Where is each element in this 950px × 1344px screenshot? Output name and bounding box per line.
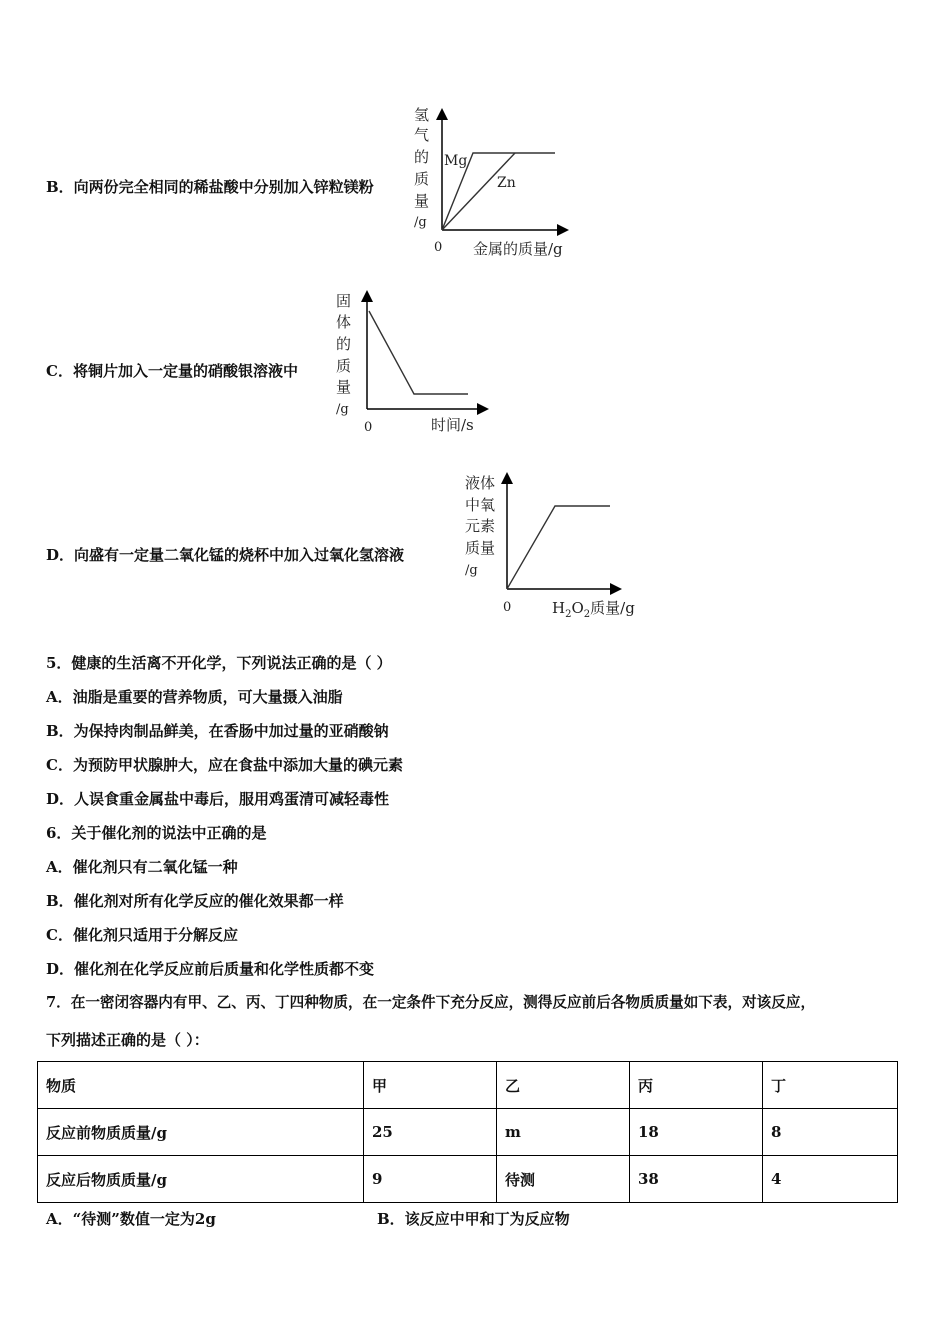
q6-option-c: C．催化剂只适用于分解反应 [46, 926, 238, 944]
q4-graph-c [330, 285, 490, 439]
graph-b-label-zn: Zn [497, 175, 516, 191]
graph-c-ylabel-1: 固 [336, 292, 352, 310]
q4-graph-b [405, 100, 585, 269]
graph-c-line [369, 311, 468, 394]
table-cell: 9 [364, 1156, 497, 1203]
graph-c-ylabel-5: 量 [336, 378, 352, 396]
q7-stem-line1: 7．在一密闭容器内有甲、乙、丙、丁四种物质，在一定条件下充分反应，测得反应前后各物质质量如下表，对该反应， [46, 994, 816, 1011]
q5-stem: 5．健康的生活离不开化学，下列说法正确的是（ ） [46, 654, 392, 672]
q5-option-d: D．人误食重金属盐中毒后，服用鸡蛋清可减轻毒性 [46, 790, 390, 808]
table-header-cell: 丙 [630, 1062, 763, 1109]
table-cell: 38 [630, 1156, 763, 1203]
table-cell: 25 [364, 1109, 497, 1156]
q4-graph-d [460, 468, 650, 627]
graph-d-ylabel-2: 中氧 [465, 496, 496, 514]
q6-stem: 6．关于催化剂的说法中正确的是 [46, 824, 267, 842]
graph-d-ylabel-5: /g [465, 563, 478, 578]
q7-option-b: B．该反应中甲和丁为反应物 [377, 1210, 570, 1228]
q6-option-d: D．催化剂在化学反应前后质量和化学性质都不变 [46, 960, 375, 978]
table-cell: 18 [630, 1109, 763, 1156]
graph-d-origin: 0 [503, 600, 512, 615]
table-row [38, 1109, 898, 1156]
graph-c-xlabel: 时间/s [431, 416, 474, 434]
table-header-cell: 甲 [364, 1062, 497, 1109]
q7-stem-line2: 下列描述正确的是（ ）： [46, 1031, 209, 1049]
graph-b-label-mg: Mg [444, 153, 468, 169]
q6-option-b: B．催化剂对所有化学反应的催化效果都一样 [46, 892, 344, 910]
graph-c-ylabel-2: 体 [336, 313, 352, 331]
table-cell: 待测 [497, 1156, 630, 1203]
q7-option-a: A．“待测”数值一定为2g [46, 1210, 216, 1228]
graph-c-ylabel-3: 的 [336, 335, 352, 353]
q4-option-d: D．向盛有一定量二氧化锰的烧杯中加入过氧化氢溶液 [46, 546, 405, 564]
graph-c-ylabel-4: 质 [336, 357, 352, 375]
graph-b-ylabel-6: /g [414, 215, 427, 230]
graph-c-origin: 0 [364, 420, 373, 435]
q4-option-c: C．将铜片加入一定量的硝酸银溶液中 [46, 362, 298, 380]
q5-option-c: C．为预防甲状腺肿大，应在食盐中添加大量的碘元素 [46, 756, 403, 774]
graph-b-xlabel: 金属的质量/g [473, 240, 563, 258]
q4-option-b: B．向两份完全相同的稀盐酸中分别加入锌粒镁粉 [46, 178, 374, 196]
table-row [38, 1156, 898, 1203]
graph-c-ylabel-6: /g [336, 402, 349, 417]
q7-mass-table [37, 1061, 898, 1203]
graph-b-ylabel-3: 的 [414, 148, 430, 166]
table-cell: 反应前物质质量/g [38, 1109, 364, 1156]
graph-b-ylabel-5: 量 [414, 192, 430, 210]
graph-d-ylabel-3: 元素 [465, 517, 496, 535]
graph-b-ylabel-4: 质 [414, 170, 430, 188]
q6-option-a: A．催化剂只有二氧化锰一种 [46, 858, 238, 876]
graph-d-xlabel: $H_2O_2$质量/g [552, 599, 635, 620]
table-cell: 8 [763, 1109, 898, 1156]
table-cell: 4 [763, 1156, 898, 1203]
graph-d-line [507, 506, 610, 589]
graph-b-ylabel-1: 氢 [414, 106, 430, 124]
table-cell: m [497, 1109, 630, 1156]
q5-option-a: A．油脂是重要的营养物质，可大量摄入油脂 [46, 688, 343, 706]
graph-d-ylabel-1: 液体 [465, 474, 496, 492]
q5-option-b: B．为保持肉制品鲜美，在香肠中加过量的亚硝酸钠 [46, 722, 389, 740]
table-header-row [38, 1062, 898, 1109]
table-header-cell: 乙 [497, 1062, 630, 1109]
table-header-cell: 物质 [38, 1062, 364, 1109]
graph-d-ylabel-4: 质量 [465, 539, 496, 557]
graph-b-ylabel-2: 气 [414, 126, 430, 144]
graph-b-origin: 0 [434, 240, 443, 255]
table-cell: 反应后物质质量/g [38, 1156, 364, 1203]
table-header-cell: 丁 [763, 1062, 898, 1109]
